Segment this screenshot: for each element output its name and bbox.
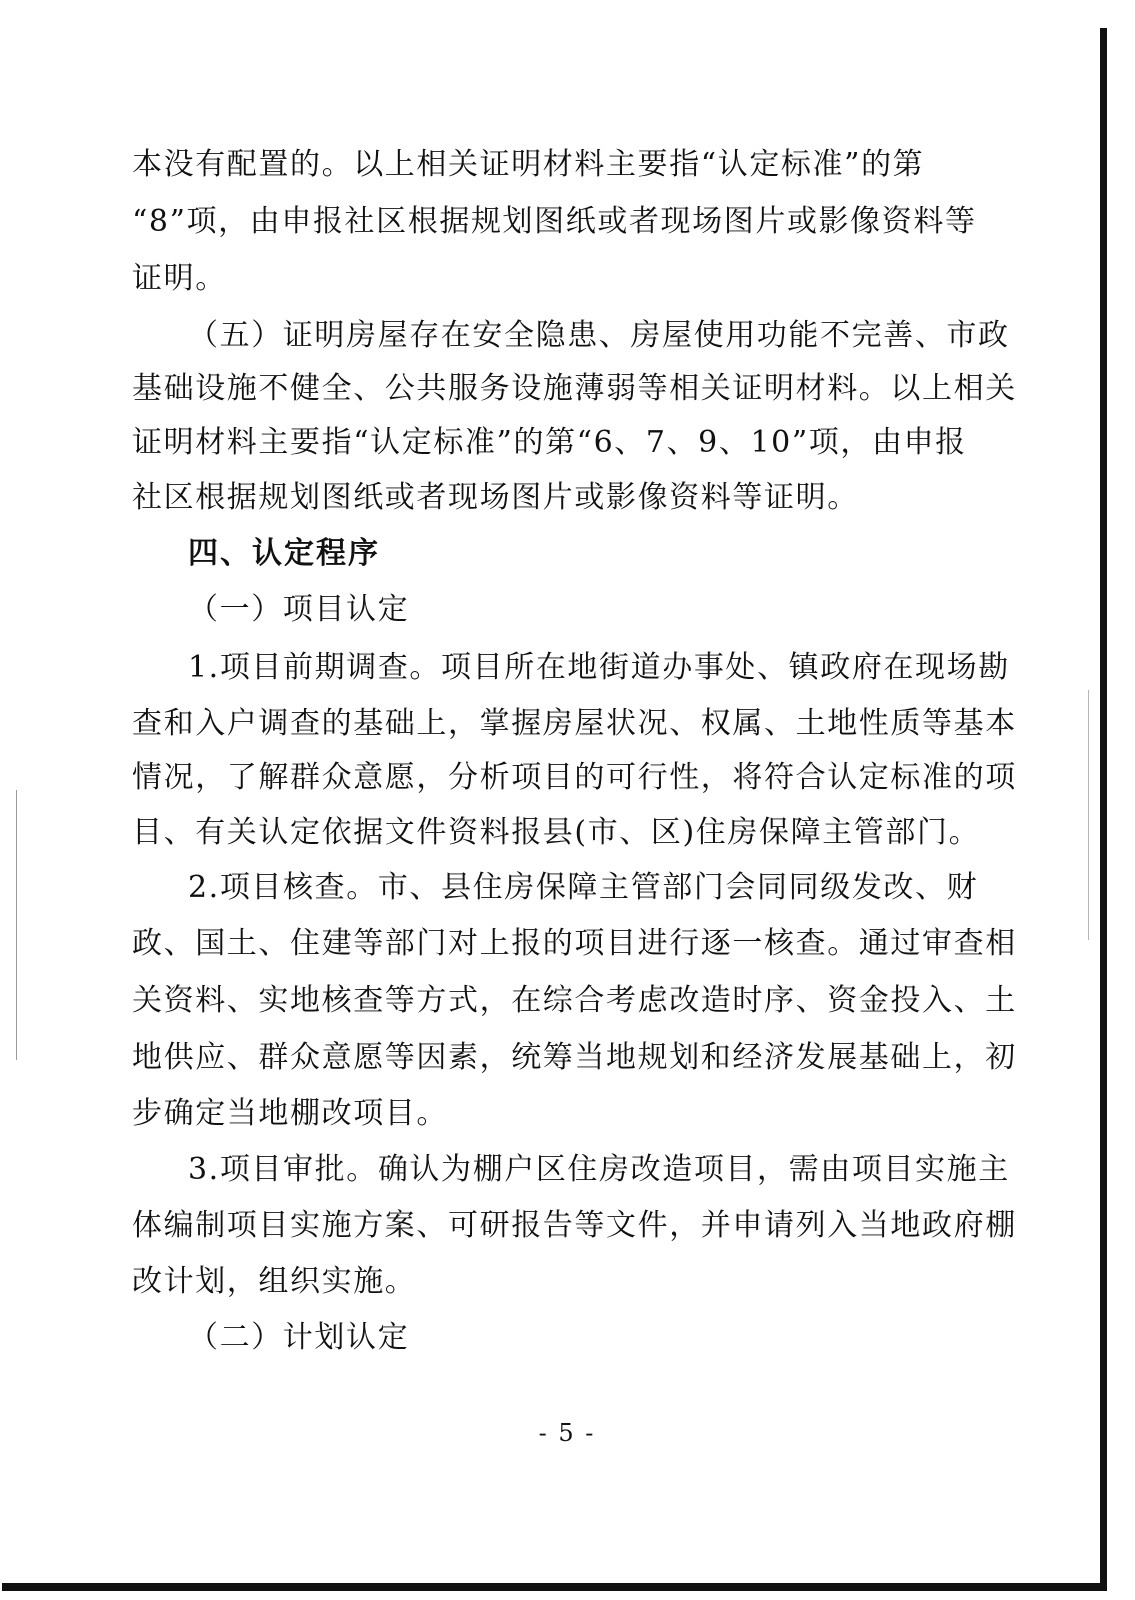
text-line-3: 证明。 <box>132 261 227 296</box>
text-line-4: （五）证明房屋存在安全隐患、房屋使用功能不完善、市政 <box>188 318 1010 353</box>
subheading-project-identification: （一）项目认定 <box>188 592 410 627</box>
text-line-7: 社区根据规划图纸或者现场图片或影像资料等证明。 <box>132 480 859 515</box>
page-bottom-border <box>2 1583 1107 1591</box>
text-line-21: 改计划，组织实施。 <box>132 1264 417 1299</box>
scan-mark-left <box>16 790 17 1060</box>
text-line-12: 情况，了解群众意愿，分析项目的可行性，将符合认定标准的项 <box>132 760 1017 795</box>
text-line-15: 政、国土、住建等部门对上报的项目进行逐一核查。通过审查相 <box>132 926 1017 961</box>
section-heading-procedure: 四、认定程序 <box>188 536 380 571</box>
text-line-19: 3.项目审批。确认为棚户区住房改造项目，需由项目实施主 <box>188 1152 1010 1187</box>
text-line-16: 关资料、实地核查等方式，在综合考虑改造时序、资金投入、土 <box>132 983 1017 1018</box>
text-line-10: 1.项目前期调查。项目所在地街道办事处、镇政府在现场勘 <box>188 650 1010 685</box>
subheading-plan-identification: （二）计划认定 <box>188 1320 410 1355</box>
text-line-17: 地供应、群众意愿等因素，统筹当地规划和经济发展基础上，初 <box>132 1040 1017 1075</box>
text-line-11: 查和入户调查的基础上，掌握房屋状况、权属、土地性质等基本 <box>132 706 1017 741</box>
scan-mark-right <box>1088 690 1089 940</box>
text-line-1: 本没有配置的。以上相关证明材料主要指“认定标准”的第 <box>132 147 925 182</box>
text-line-2: “8”项，由申报社区根据规划图纸或者现场图片或影像资料等 <box>132 204 977 239</box>
text-line-20: 体编制项目实施方案、可研报告等文件，并申请列入当地政府棚 <box>132 1208 1017 1243</box>
page-number: - 5 - <box>538 1419 596 1447</box>
text-line-13: 目、有关认定依据文件资料报县(市、区)住房保障主管部门。 <box>132 815 981 850</box>
text-line-18: 步确定当地棚改项目。 <box>132 1096 448 1131</box>
text-line-5: 基础设施不健全、公共服务设施薄弱等相关证明材料。以上相关 <box>132 371 1017 406</box>
text-line-6: 证明材料主要指“认定标准”的第“6、7、9、10”项，由申报 <box>132 425 967 460</box>
text-line-14: 2.项目核查。市、县住房保障主管部门会同同级发改、财 <box>188 870 979 905</box>
page-right-border <box>1100 28 1107 1590</box>
